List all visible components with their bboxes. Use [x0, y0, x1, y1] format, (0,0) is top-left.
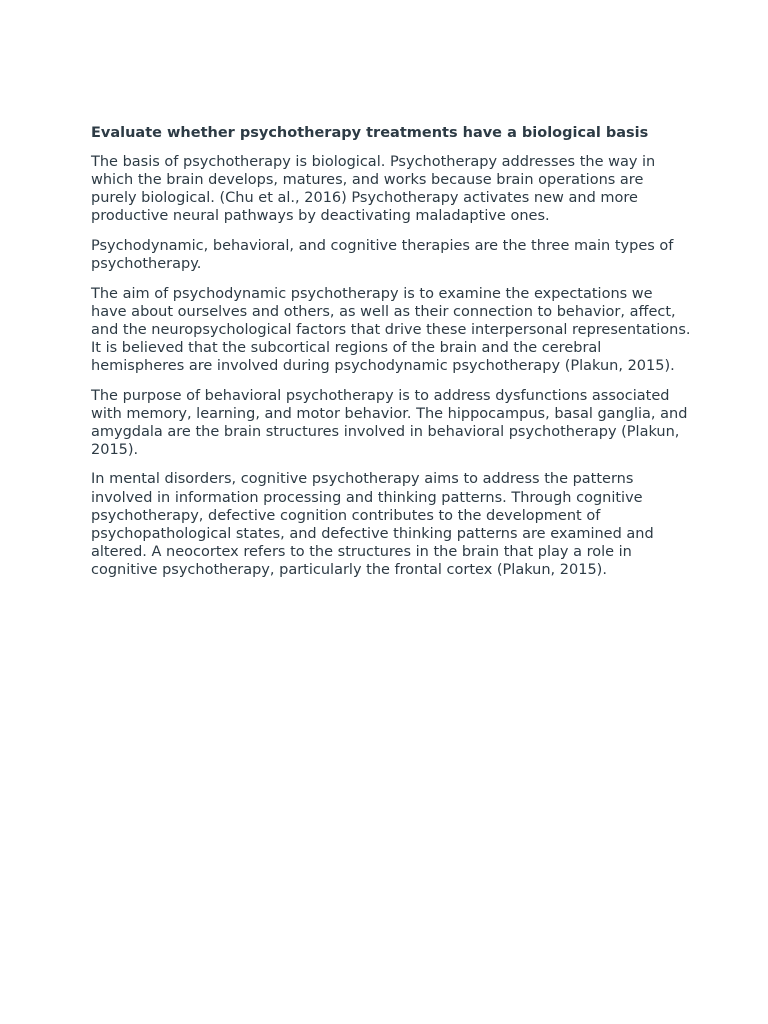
paragraph-therapy-types: Psychodynamic, behavioral, and cognitive therapies are the three main types of psychotherapy. [91, 237, 674, 272]
document-page [91, 124, 691, 590]
paragraph-behavioral: The purpose of behavioral psychotherapy is to address dysfunctions associated with memory, learning, and motor behavior. The hippocampus, basal ganglia, and amygdala are the brain structures involved in behavioral psychotherapy (Plakun, 2015). [91, 387, 688, 458]
paragraph-biological-basis: The basis of psychotherapy is biological. Psychotherapy addresses the way in which the brain develops, matures, and works because brain operations are purely biological. (Chu et al., 2016) Psychotherapy activates new and more productive neural pathways by deactivating maladaptive ones. [91, 154, 656, 225]
paragraph-psychodynamic: The aim of psychodynamic psychotherapy is to examine the expectations we have about ourselves and others, as well as their connection to behavior, affect, and the neuropsychological factors that drive these interpersonal representations. It is believed that the subcortical regions of the brain and the cerebral hemispheres are involved during psychodynamic psychotherapy (Plakun, 2015). [91, 285, 691, 374]
paragraph-cognitive: In mental disorders, cognitive psychotherapy aims to address the patterns involved in information processing and thinking patterns. Through cognitive psychotherapy, defective cognition contributes to the development of psychopathological states, and defective thinking patterns are examined and altered. A neocortex refers to the structures in the brain that play a role in cognitive psychotherapy, particularly the frontal cortex (Plakun, 2015). [91, 471, 654, 578]
document-title: Evaluate whether psychotherapy treatments have a biological basis [91, 125, 649, 141]
